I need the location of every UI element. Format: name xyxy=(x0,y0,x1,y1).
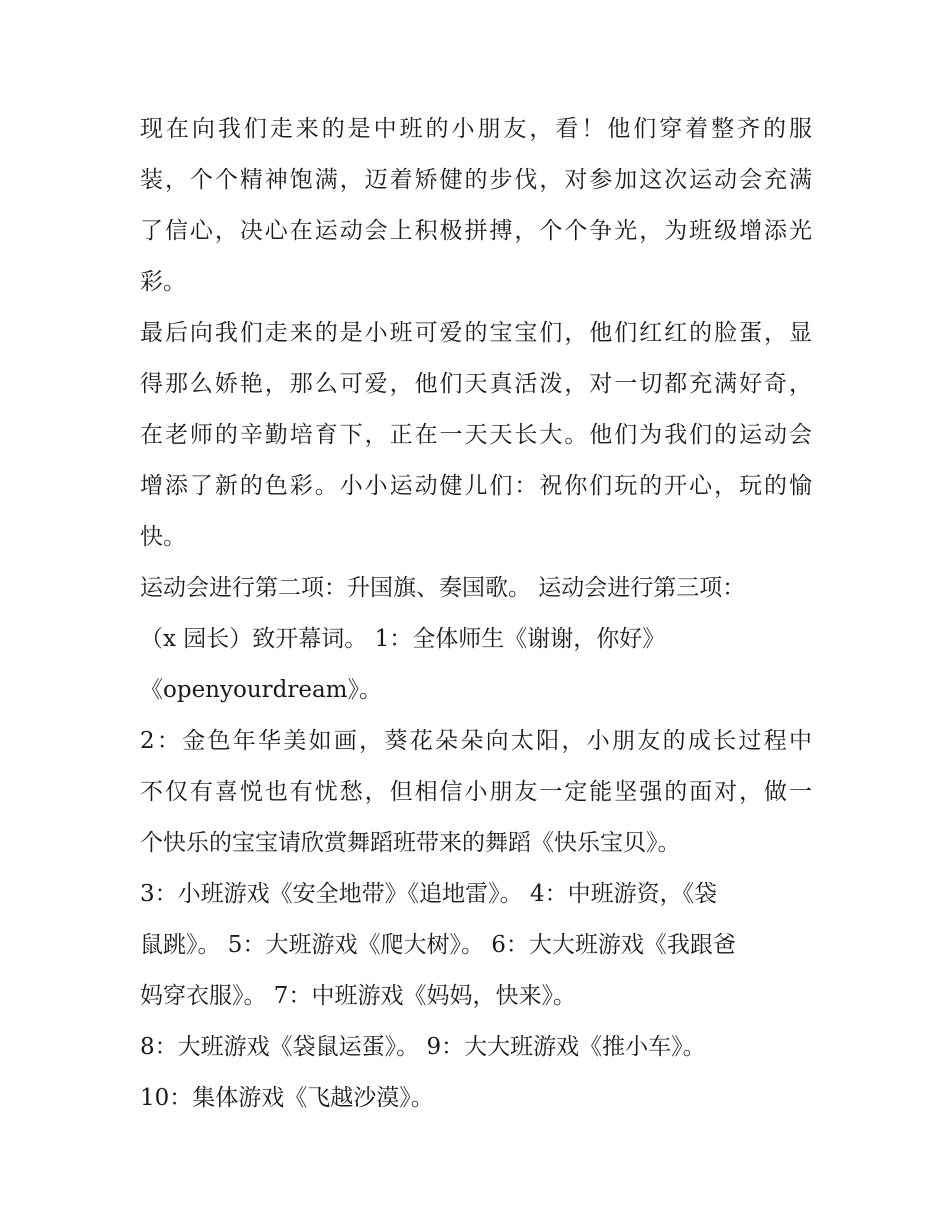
paragraph-line: 增添了新的色彩。小小运动健儿们：祝你们玩的开心，玩的愉 xyxy=(140,473,812,499)
paragraph-line: 彩。 xyxy=(140,269,186,295)
paragraph-line: 10：集体游戏《飞越沙漠》。 xyxy=(140,1085,434,1111)
paragraph-line: （x 园长）致开幕词。 1：全体师生《谢谢，你好》 xyxy=(140,626,666,652)
paragraph-line: 快。 xyxy=(140,524,186,550)
paragraph-line: 3：小班游戏《安全地带》《追地雷》。 4：中班游资，《袋 xyxy=(140,881,718,907)
paragraph-line: 妈穿衣服》。 7：中班游戏《妈妈，快来》。 xyxy=(140,983,576,1009)
paragraph-line: 2：金色年华美如画，葵花朵朵向太阳，小朋友的成长过程中 xyxy=(140,728,812,754)
paragraph-line: 得那么娇艳，那么可爱，他们天真活泼，对一切都充满好奇， xyxy=(140,371,812,397)
paragraph-line: 装，个个精神饱满，迈着矫健的步伐，对参加这次运动会充满 xyxy=(140,167,812,193)
paragraph-line: 在老师的辛勤培育下，正在一天天长大。他们为我们的运动会 xyxy=(140,422,812,448)
paragraph-line: 鼠跳》。 5：大班游戏《爬大树》。 6：大大班游戏《我跟爸 xyxy=(140,932,736,958)
paragraph-line: 个快乐的宝宝请欣赏舞蹈班带来的舞蹈《快乐宝贝》。 xyxy=(140,830,681,856)
paragraph-line: 《openyourdream》。 xyxy=(140,677,382,703)
paragraph-line: 现在向我们走来的是中班的小朋友，看！他们穿着整齐的服 xyxy=(140,116,812,142)
paragraph-line: 8：大班游戏《袋鼠运蛋》。 9：大大班游戏《推小车》。 xyxy=(140,1034,706,1060)
paragraph-line: 最后向我们走来的是小班可爱的宝宝们，他们红红的脸蛋，显 xyxy=(140,320,812,346)
paragraph-line: 不仅有喜悦也有忧愁，但相信小朋友一定能坚强的面对，做一 xyxy=(140,779,812,805)
document-body xyxy=(140,104,812,1124)
paragraph-line: 了信心，决心在运动会上积极拼搏，个个争光，为班级增添光 xyxy=(140,218,812,244)
paragraph-line: 运动会进行第二项：升国旗、奏国歌。 运动会进行第三项： xyxy=(140,575,746,601)
